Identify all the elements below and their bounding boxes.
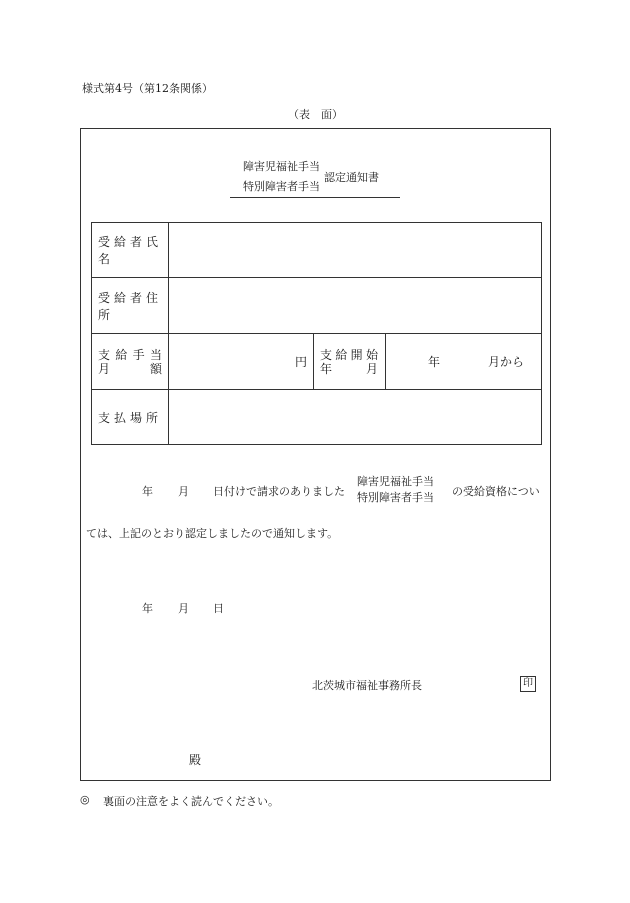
body-allowance-line-2: 特別障害者手当 <box>357 491 434 504</box>
side-label: （表 面） <box>288 108 343 121</box>
table-row <box>92 334 542 390</box>
title-line-1: 障害児福祉手当 <box>243 160 320 173</box>
recipient-address-label: 受給者住所 <box>92 278 169 334</box>
body-continuation: ては、上記のとおり認定しましたので通知します。 <box>86 527 339 540</box>
date-day: 日 <box>213 602 224 615</box>
issuer-name: 北茨城市福祉事務所長 <box>312 679 422 692</box>
body-allowance-line-1: 障害児福祉手当 <box>357 475 434 488</box>
body-qualification-text: の受給資格につい <box>452 485 540 498</box>
table-row <box>92 278 542 334</box>
payment-place-field[interactable] <box>169 390 542 445</box>
form-number-label: 様式第4号（第12条関係） <box>82 82 213 95</box>
monthly-amount-field[interactable] <box>169 334 314 390</box>
body-month-unit: 月 <box>178 485 189 498</box>
currency-unit: 円 <box>294 355 307 369</box>
start-year-unit: 年 <box>428 355 441 369</box>
start-month-suffix: 月から <box>488 355 525 369</box>
table-row <box>92 223 542 278</box>
recipient-address-field[interactable] <box>169 278 542 334</box>
monthly-amount-label: 支 給 手 当 月 額 <box>92 334 169 390</box>
recipient-name-field[interactable] <box>169 223 542 278</box>
body-allowance-names <box>357 474 434 506</box>
recipient-name-label: 受給者氏名 <box>92 223 169 278</box>
title-line-2: 特別障害者手当 <box>243 180 320 193</box>
payment-place-label: 支払場所 <box>92 390 169 445</box>
title-suffix: 認定通知書 <box>324 171 379 184</box>
table-row <box>92 390 542 445</box>
body-dated-text: 日付けで請求のありました <box>213 485 345 498</box>
document-title <box>243 157 379 197</box>
addressee-honorific: 殿 <box>189 753 202 767</box>
title-underline <box>230 197 400 198</box>
start-date-label: 支 給 開 始 年 月 <box>314 334 386 390</box>
date-year: 年 <box>142 602 153 615</box>
body-year-unit: 年 <box>142 485 153 498</box>
date-month: 月 <box>178 602 189 615</box>
footer-note: 裏面の注意をよく読んでください。 <box>103 795 279 808</box>
footer-bullet-icon: ◎ <box>80 793 90 806</box>
seal-stamp: 印 <box>520 676 536 692</box>
info-table <box>91 222 542 445</box>
start-date-field[interactable] <box>386 334 542 390</box>
